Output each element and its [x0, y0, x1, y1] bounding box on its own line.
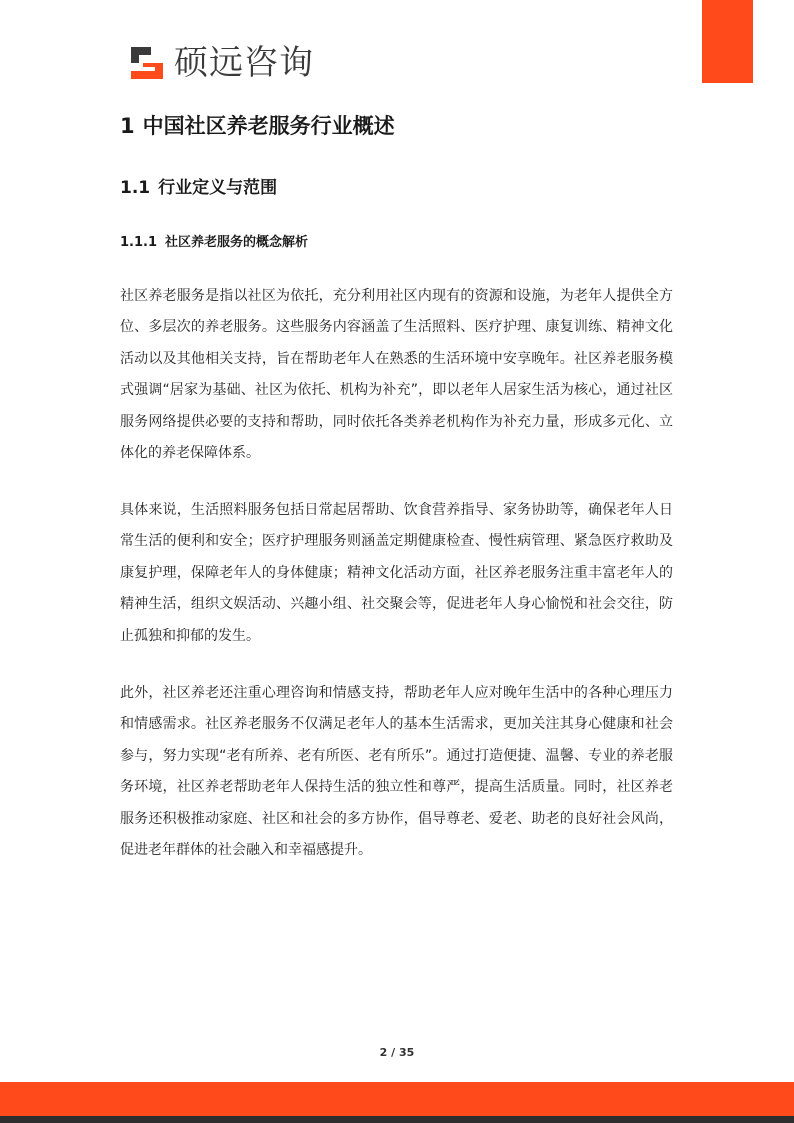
body-paragraph-3: 此外，社区养老还注重心理咨询和情感支持，帮助老年人应对晚年生活中的各种心理压力和情感需求。社区养老服务不仅满足老年人的基本生活需求，更加关注其身心健康和社会参与，努力实现“老有所养、老有所医、老有所乐”。通过打造便捷、温馨、专业的养老服务环境，社区养老帮助老年人保持生活的独立性和尊严，提高生活质量。同时，社区养老服务还积极推动家庭、社区和社会的多方协作，倡导尊老、爱老、助老的良好社会风尚，促进老年群体的社会融入和幸福感提升。 [120, 685, 673, 859]
chapter-number: 1 [120, 114, 135, 138]
page-number: 2 / 35 [379, 1046, 415, 1059]
brand-logo [128, 44, 314, 82]
section-number: 1.1 [120, 178, 151, 198]
footer-accent-bar [0, 1082, 794, 1116]
section-title: 行业定义与范围 [158, 178, 278, 198]
footer-dark-strip [0, 1116, 794, 1123]
subsection-heading [120, 232, 308, 254]
body-paragraph-2: 具体来说，生活照料服务包括日常起居帮助、饮食营养指导、家务协助等，确保老年人日常生活的便利和安全；医疗护理服务则涵盖定期健康检查、慢性病管理、紧急医疗救助及康复护理，保障老年人的身体健康；精神文化活动方面，社区养老服务注重丰富老年人的精神生活，组织文娱活动、兴趣小组、社交聚会等，促进老年人身心愉悦和社会交往，防止孤独和抑郁的发生。 [120, 502, 673, 644]
chapter-title: 中国社区养老服务行业概述 [142, 114, 395, 138]
subsection-title: 社区养老服务的概念解析 [165, 235, 309, 250]
body-paragraph-1: 社区养老服务是指以社区为依托，充分利用社区内现有的资源和设施，为老年人提供全方位、多层次的养老服务。这些服务内容涵盖了生活照料、医疗护理、康复训练、精神文化活动以及其他相关支持，旨在帮助老年人在熟悉的生活环境中安享晚年。社区养老服务模式强调“居家为基础、社区为依托、机构为补充”，即以老年人居家生活为核心，通过社区服务网络提供必要的支持和帮助，同时依托各类养老机构作为补充力量，形成多元化、立体化的养老保障体系。 [120, 288, 673, 462]
section-heading [120, 175, 277, 201]
brand-name: 硕远咨询 [174, 43, 314, 83]
subsection-number: 1.1.1 [120, 235, 158, 250]
chapter-heading [120, 111, 395, 141]
header-corner-tab [702, 0, 753, 83]
brand-logo-icon [128, 44, 166, 82]
